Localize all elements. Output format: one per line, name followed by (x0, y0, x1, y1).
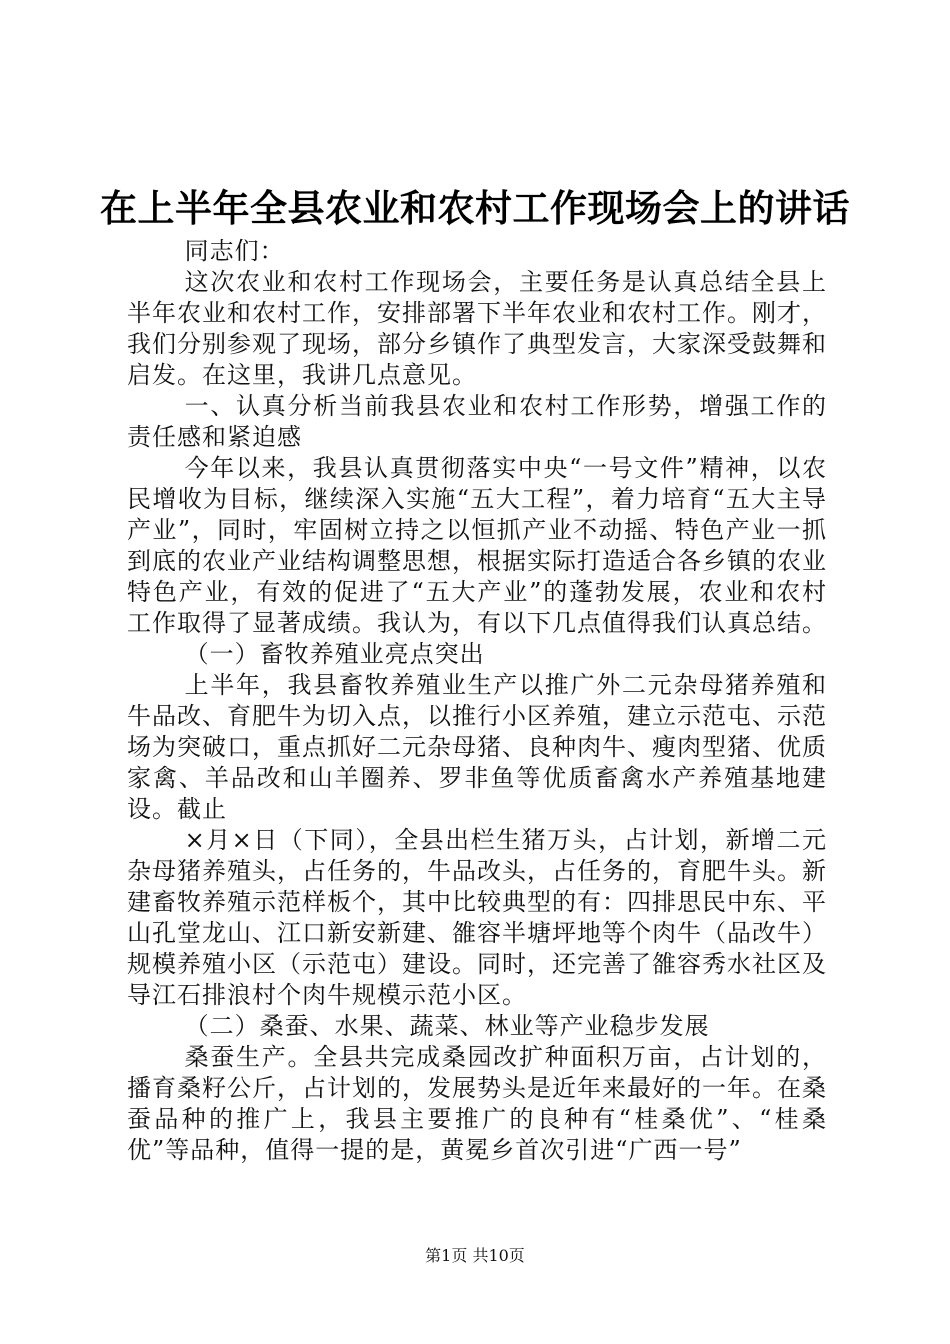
paragraph-overview: 今年以来，我县认真贯彻落实中央“一号文件”精神，以农民增收为目标，继续深入实施“五大工程”，着力培育“五大主导产业”，同时，牢固树立持之以恒抓产业不动摇、特色产业一抓到底的农业产业结构调整思想，根据实际打造适合各乡镇的农业特色产业，有效的促进了“五大产业”的蓬勃发展，农业和农村工作取得了显著成绩。我认为，有以下几点值得我们认真总结。 (127, 454, 827, 637)
paragraph-livestock: 上半年，我县畜牧养殖业生产以推广外二元杂母猪养殖和牛品改、育肥牛为切入点，以推行小区养殖，建立示范屯、示范场为突破口，重点抓好二元杂母猪、良种肉牛、瘦肉型猪、优质家禽、羊品改和山羊圈养、罗非鱼等优质畜禽水产养殖基地建设。截止 (127, 671, 827, 823)
document-title: 在上半年全县农业和农村工作现场会上的讲话 (100, 187, 850, 230)
page-number-footer: 第1页 共10页 (425, 1246, 525, 1265)
salutation: 同志们： (184, 237, 285, 265)
section-heading-1: 一、认真分析当前我县农业和农村工作形势，增强工作的责任感和紧迫感 (127, 392, 827, 451)
document-body (127, 236, 827, 1166)
subsection-heading-1: （一）畜牧养殖业亮点突出 (184, 640, 485, 668)
paragraph-sericulture: 桑蚕生产。全县共完成桑园改扩种面积万亩，占计划的，播育桑籽公斤，占计划的，发展势头是近年来最好的一年。在桑蚕品种的推广上，我县主要推广的良种有“桂桑优”、“桂桑优”等品种，值得一提的是，黄冕乡首次引进“广西一号” (127, 1043, 827, 1164)
paragraph-intro: 这次农业和农村工作现场会，主要任务是认真总结全县上半年农业和农村工作，安排部署下半年农业和农村工作。刚才，我们分别参观了现场，部分乡镇作了典型发言，大家深受鼓舞和启发。在这里，我讲几点意见。 (127, 268, 827, 389)
paragraph-livestock-stats: ×月×日（下同），全县出栏生猪万头，占计划，新增二元杂母猪养殖头，占任务的，牛品改头，占任务的，育肥牛头。新建畜牧养殖示范样板个，其中比较典型的有：四排思民中东、平山孔堂龙山、江口新安新建、雒容半塘坪地等个肉牛（品改牛）规模养殖小区（示范屯）建设。同时，还完善了雒容秀水社区及导江石排浪村个肉牛规模示范小区。 (127, 826, 827, 1009)
subsection-heading-2: （二）桑蚕、水果、蔬菜、林业等产业稳步发展 (184, 1012, 710, 1040)
